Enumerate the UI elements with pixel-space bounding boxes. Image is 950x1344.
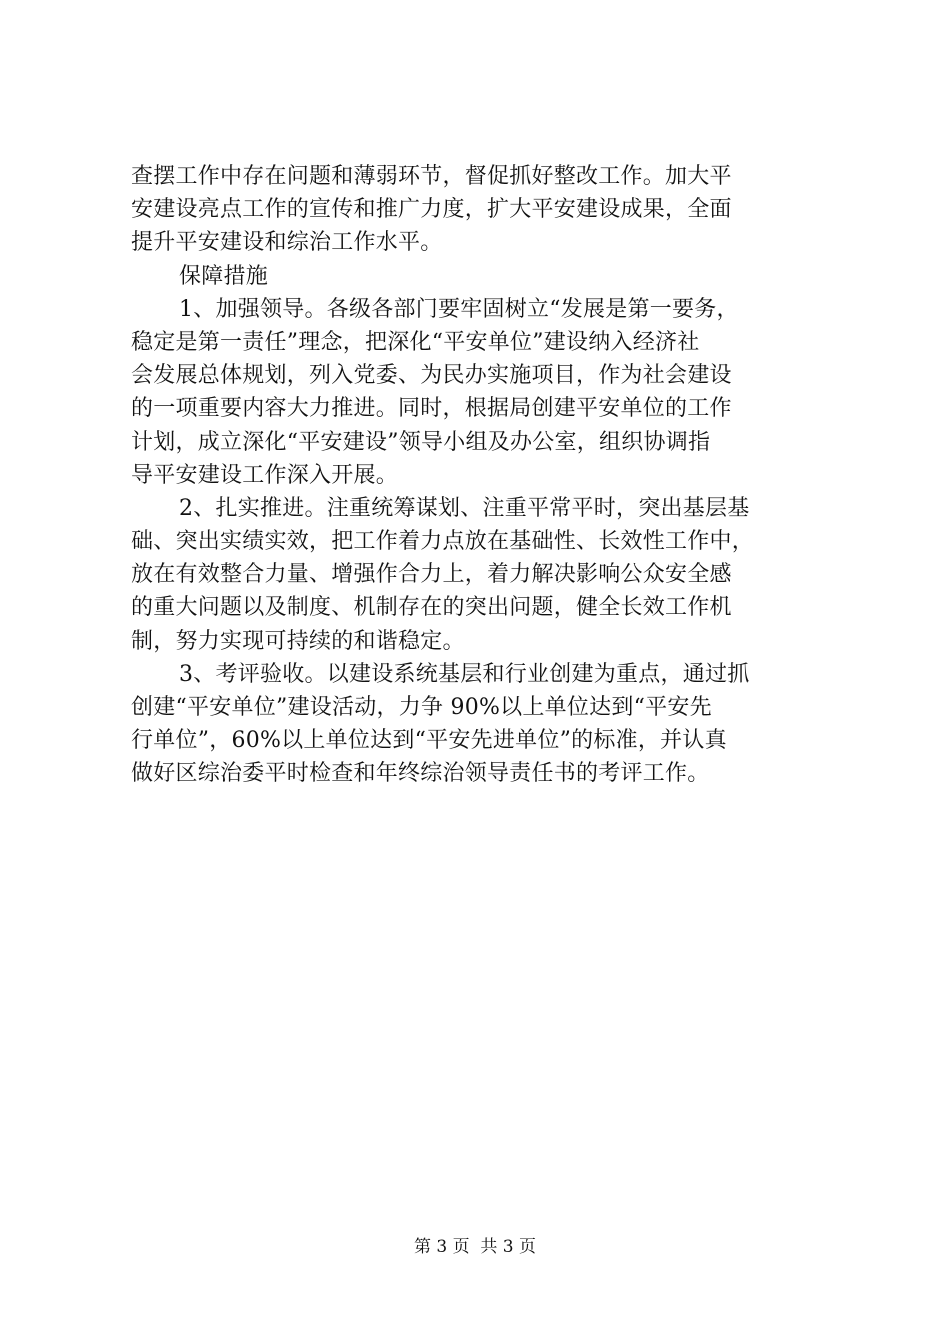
text-line: 做好区综治委平时检查和年终综治领导责任书的考评工作。 (131, 761, 710, 787)
text-line: 放在有效整合力量、增强作合力上，着力解决影响公众安全感 (131, 562, 732, 588)
text-line: 行单位”，60%以上单位达到“平安先进单位”的标准，并认真 (131, 728, 727, 754)
text-line: 础、突出实绩实效，把工作着力点放在基础性、长效性工作中， (131, 529, 755, 555)
text-line: 稳定是第一责任”理念，把深化“平安单位”建设纳入经济社 (131, 329, 700, 355)
text-line: 导平安建设工作深入开展。 (131, 462, 399, 488)
paragraph-item-1 (131, 293, 831, 492)
paragraph-intro-continuation (131, 160, 831, 260)
text-line: 提升平安建设和综治工作水平。 (131, 230, 443, 256)
text-line: 查摆工作中存在问题和薄弱环节，督促抓好整改工作。加大平 (131, 164, 732, 189)
page-number-footer: 第 3 页 共 3 页 (413, 1237, 537, 1257)
section-heading: 保障措施 (179, 263, 269, 289)
text-line: 3、考评验收。以建设系统基层和行业创建为重点，通过抓 (179, 661, 750, 687)
text-line: 制，努力实现可持续的和谐稳定。 (131, 628, 465, 654)
section-heading-safeguards (131, 260, 831, 293)
paragraph-item-3 (131, 658, 831, 791)
text-line: 2、扎实推进。注重统筹谋划、注重平常平时，突出基层基 (179, 495, 750, 521)
text-line: 会发展总体规划，列入党委、为民办实施项目，作为社会建设 (131, 363, 732, 389)
text-line: 1、加强领导。各级各部门要牢固树立“发展是第一要务， (179, 296, 739, 322)
text-line: 创建“平安单位”建设活动，力争 90%以上单位达到“平安先 (131, 695, 712, 720)
document-body (131, 160, 831, 791)
text-line: 的重大问题以及制度、机制存在的突出问题，健全长效工作机 (131, 595, 732, 621)
text-line: 的一项重要内容大力推进。同时，根据局创建平安单位的工作 (131, 396, 732, 422)
text-line: 安建设亮点工作的宣传和推广力度，扩大平安建设成果，全面 (131, 197, 732, 223)
text-line: 计划，成立深化“平安建设”领导小组及办公室，组织协调指 (131, 429, 711, 455)
paragraph-item-2 (131, 492, 831, 658)
